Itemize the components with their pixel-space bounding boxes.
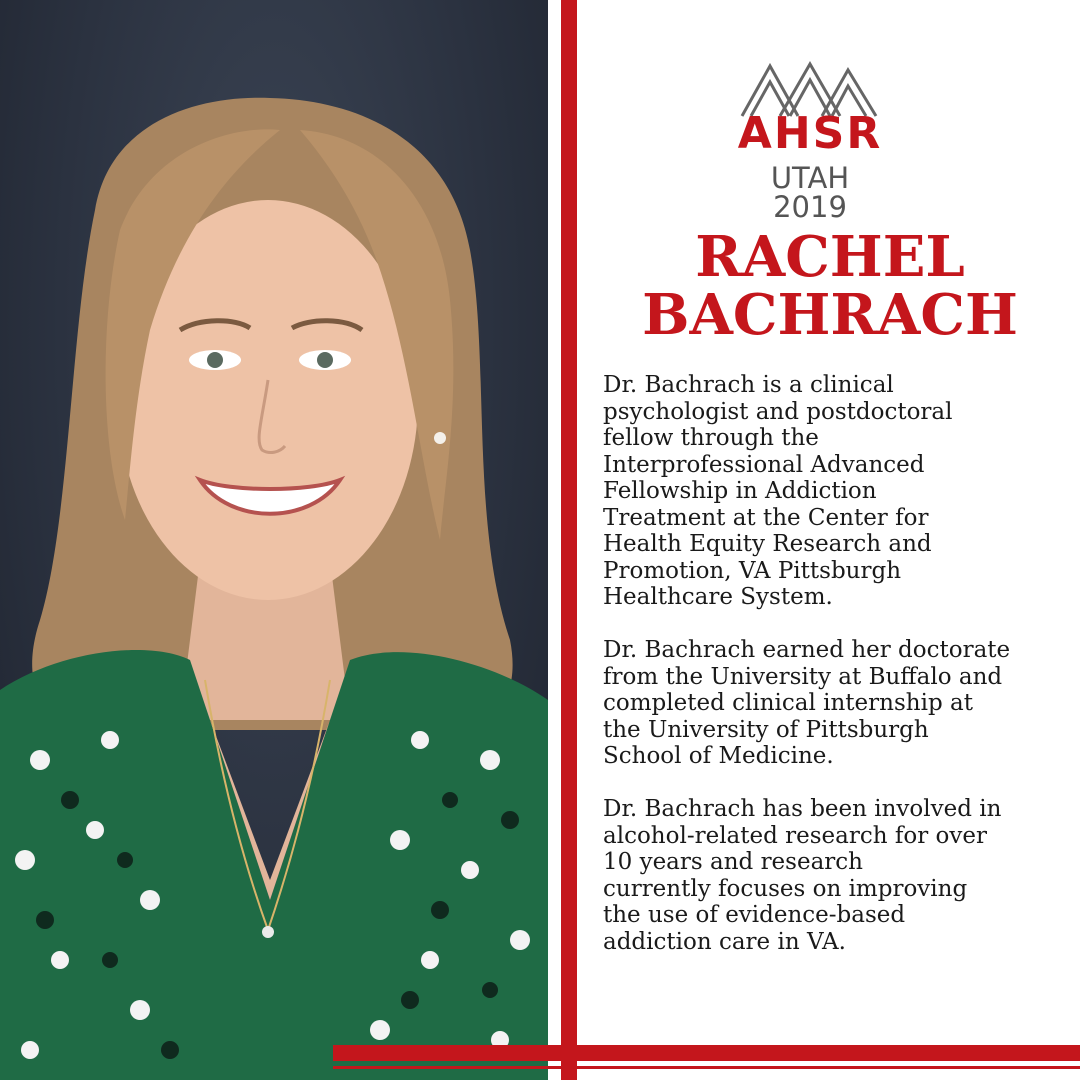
logo-subtitle: UTAH 2019	[770, 161, 850, 224]
speaker-first-name: RACHEL	[695, 224, 965, 290]
bio-paragraph: Dr. Bachrach has been involved in alcohol-related research for over 10 years and research currently focuses on improving the use of evidence-based addiction care in VA.	[603, 796, 1002, 955]
horizontal-accent-rule	[333, 1045, 1080, 1061]
ahsr-logo	[735, 60, 885, 224]
speaker-last-name: BACHRACH	[642, 282, 1018, 348]
logo-acronym: AHSR	[737, 108, 883, 159]
bio-paragraph: Dr. Bachrach is a clinical psychologist and postdoctoral fellow through the Interprofessional Advanced Fellowship in Addiction Treatment at the Center for Health Equity Research and Promotion, VA Pittsburgh Healthcare System.	[603, 372, 953, 610]
speaker-bio	[603, 372, 1073, 982]
bio-paragraph: Dr. Bachrach earned her doctorate from the University at Buffalo and completed clinical internship at the University of Pittsburgh School of Medicine.	[603, 637, 1011, 769]
speaker-name	[600, 224, 1060, 348]
vertical-accent-rule	[561, 0, 577, 1080]
horizontal-thin-rule	[333, 1066, 1080, 1069]
